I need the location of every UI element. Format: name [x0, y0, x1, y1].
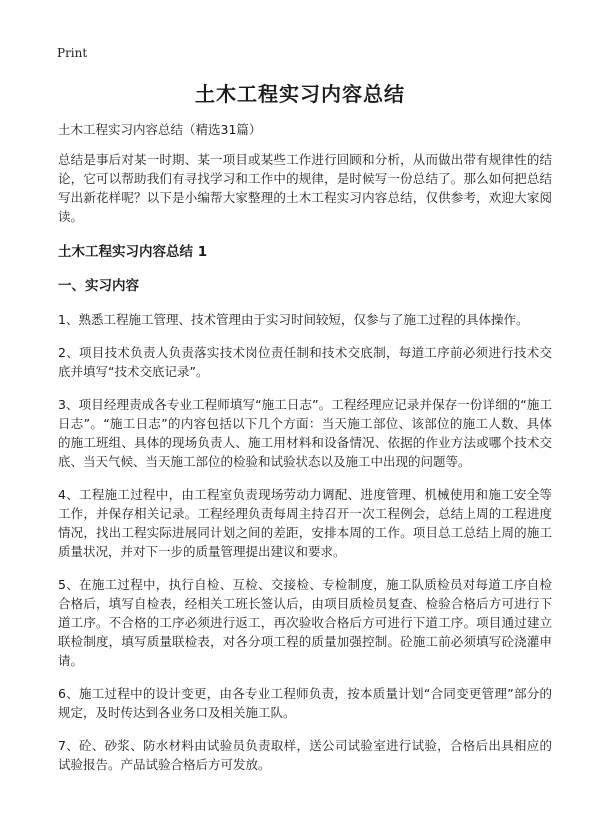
list-item: 7、砼、砂浆、防水材料由试验员负责取样，送公司试验室进行试验，合格后出具相应的试验报告。产品试验合格后方可发放。: [58, 738, 552, 772]
sub-heading: 一、实习内容: [58, 278, 139, 294]
list-item: 6、施工过程中的设计变更，由各专业工程师负责，按本质量计划“合同变更管理”部分的规定，及时传达到各业务口及相关施工队。: [58, 686, 552, 720]
list-item: 5、在施工过程中，执行自检、互检、交接检、专检制度，施工队质检员对每道工序自检合格后，填写自检表，经相关工班长签认后，由项目质检员复查、检验合格后方可进行下道工序。不合格的工序必须进行返工，再次验收合格后方可进行下道工序。项目通过建立联检制度，填写质量联检表，对各分项工程的质量加强控制。砼施工前必须填写砼浇灌申请。: [58, 577, 552, 668]
list-item: 3、项目经理责成各专业工程师填写“施工日志”。工程经理应记录并保存一份详细的“施工日志”。“施工日志”的内容包括以下几个方面：当天施工部位、该部位的施工人数、具体的施工班组、具体的现场负责人、施工用材料和设备情况、依据的作业方法或哪个技术交底、当天气候、当天施工部位的检验和试验状态以及施工中出现的问题等。: [58, 397, 552, 469]
intro-paragraph: 总结是事后对某一时期、某一项目或某些工作进行回顾和分析，从而做出带有规律性的结论，它可以帮助我们有寻找学习和工作中的规律，是时候写一份总结了。那么如何把总结写出新花样呢？以下是小编帮大家整理的土木工程实习内容总结，仅供参考，欢迎大家阅读。: [58, 152, 552, 224]
document-subtitle: 土木工程实习内容总结（精选31篇）: [58, 122, 262, 137]
list-item: 2、项目技术负责人负责落实技术岗位责任制和技术交底制，每道工序前必须进行技术交底并填写“技术交底记录”。: [58, 345, 552, 379]
document-title: 土木工程实习内容总结: [195, 82, 405, 106]
section-heading: 土木工程实习内容总结 1: [58, 244, 208, 260]
list-item: 1、熟悉工程施工管理、技术管理由于实习时间较短，仅参与了施工过程的具体操作。: [58, 312, 529, 327]
list-item: 4、工程施工过程中，由工程室负责现场劳动力调配、进度管理、机械使用和施工安全等工作，并保存相关记录。工程经理负责每周主持召开一次工程例会，总结上周的工程进度情况，找出工程实际进展同计划之间的差距，安排本周的工作。项目总工总结上周的施工质量状况，并对下一步的质量管理提出建议和要求。: [58, 487, 552, 559]
document-body: [58, 120, 552, 788]
print-label: Print: [57, 46, 88, 60]
